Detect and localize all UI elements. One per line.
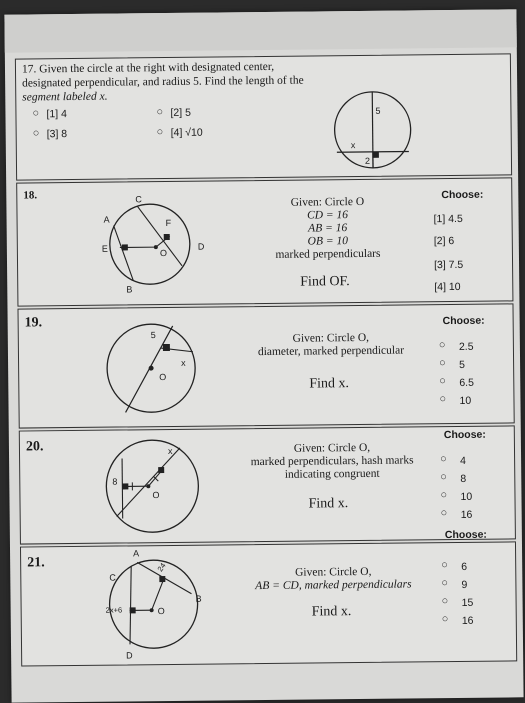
q20-radio-2[interactable]: ○ bbox=[440, 471, 447, 483]
q20-option-1: 4 bbox=[460, 455, 466, 467]
q17-label-2: 2 bbox=[365, 156, 370, 166]
q18-given-line-3: OB = 10 bbox=[268, 235, 388, 249]
worksheet-page bbox=[4, 9, 523, 702]
q18-option-2[interactable]: [2] 6 bbox=[434, 235, 455, 247]
q21-given-line-1: Given: Circle O, bbox=[243, 565, 423, 580]
q17-line1 bbox=[22, 61, 274, 77]
q20-given-line-2: marked perpendiculars, hash marks bbox=[242, 454, 422, 469]
q20-find: Find x. bbox=[308, 496, 348, 512]
q21-given-line-2: AB = CD, marked perpendiculars bbox=[243, 578, 423, 593]
q21-option-2: 9 bbox=[461, 579, 467, 591]
q21-label-A: A bbox=[133, 548, 139, 558]
q18-label-B: B bbox=[126, 284, 132, 294]
q21-label-B: B bbox=[195, 594, 201, 604]
q21-radio-4[interactable]: ○ bbox=[442, 613, 449, 625]
q17-radio-1[interactable]: ○ bbox=[32, 107, 39, 119]
q18-find: Find OF. bbox=[300, 274, 350, 291]
q19-option-3: 6.5 bbox=[459, 377, 474, 389]
q19-given-line-2: diameter, marked perpendicular bbox=[251, 344, 411, 359]
q18-label-F: F bbox=[166, 218, 172, 228]
q17-label-5: 5 bbox=[375, 106, 380, 116]
q18-circle-figure bbox=[99, 192, 210, 303]
q18-option-4[interactable]: [4] 10 bbox=[434, 281, 460, 293]
q17-prompt-2: designated perpendicular, and radius 5. Find the length of the bbox=[22, 75, 304, 91]
q17-option-2: [2] 5 bbox=[170, 107, 191, 119]
q18-given-title: Given: Circle O bbox=[267, 196, 387, 210]
question-19-box bbox=[17, 303, 514, 428]
q21-given bbox=[243, 565, 423, 593]
q17-prompt-1: Given the circle at the right with designated center, bbox=[39, 61, 274, 75]
q21-label-expr: 2x+6 bbox=[106, 605, 123, 614]
q21-number: 21. bbox=[27, 555, 45, 571]
q19-radio-4[interactable]: ○ bbox=[439, 393, 446, 405]
q19-find: Find x. bbox=[309, 376, 349, 392]
q17-radio-3[interactable]: ○ bbox=[33, 127, 40, 139]
q21-label-24: 24 bbox=[155, 561, 167, 573]
q20-option-3: 10 bbox=[460, 491, 472, 503]
q21-option-1: 6 bbox=[461, 561, 467, 573]
q18-label-E: E bbox=[102, 244, 108, 254]
q19-radio-1[interactable]: ○ bbox=[439, 339, 446, 351]
q18-given-line-1: CD = 16 bbox=[267, 209, 387, 223]
q19-radio-3[interactable]: ○ bbox=[439, 375, 446, 387]
q19-given-line-1: Given: Circle O, bbox=[251, 331, 411, 346]
q19-label-O: O bbox=[159, 372, 166, 382]
q18-given bbox=[267, 196, 388, 262]
q20-label-O: O bbox=[152, 490, 159, 500]
q21-label-C: C bbox=[109, 573, 116, 583]
q17-label-x: x bbox=[351, 140, 356, 150]
q21-option-4: 16 bbox=[462, 615, 474, 627]
q20-radio-1[interactable]: ○ bbox=[440, 453, 447, 465]
q20-given bbox=[242, 441, 422, 482]
q19-number: 19. bbox=[25, 315, 43, 331]
q21-option-3: 15 bbox=[462, 597, 474, 609]
q21-radio-3[interactable]: ○ bbox=[442, 595, 449, 607]
q17-option-4: [4] √10 bbox=[171, 127, 203, 139]
q17-option-1: [1] 4 bbox=[46, 108, 67, 120]
q18-label-D: D bbox=[198, 242, 205, 252]
q18-choose-label: Choose: bbox=[441, 189, 483, 201]
q21-radio-1[interactable]: ○ bbox=[441, 559, 448, 571]
q17-prompt-3: segment labeled x. bbox=[22, 91, 107, 105]
q20-choose-label: Choose: bbox=[444, 429, 486, 441]
q18-label-A: A bbox=[104, 215, 110, 225]
q19-circle-figure bbox=[101, 316, 212, 427]
q18-number: 18. bbox=[23, 189, 37, 201]
page-top-margin bbox=[4, 9, 516, 52]
q20-given-line-1: Given: Circle O, bbox=[242, 441, 422, 456]
q19-option-2: 5 bbox=[459, 359, 465, 371]
q20-radio-3[interactable]: ○ bbox=[440, 489, 447, 501]
q17-radio-2[interactable]: ○ bbox=[156, 106, 163, 118]
q20-given-line-3: indicating congruent bbox=[242, 467, 422, 482]
q18-given-footer: marked perpendiculars bbox=[268, 248, 388, 262]
q17-radio-4[interactable]: ○ bbox=[157, 126, 164, 138]
q20-label-8: 8 bbox=[112, 477, 117, 487]
question-20-box bbox=[19, 425, 516, 544]
question-21-box bbox=[20, 541, 517, 666]
q18-label-C: C bbox=[135, 194, 142, 204]
question-17-box bbox=[15, 53, 512, 180]
q19-label-5: 5 bbox=[151, 330, 156, 340]
q17-number: 17. bbox=[22, 63, 36, 75]
q19-choose-label: Choose: bbox=[443, 315, 485, 327]
q20-radio-4[interactable]: ○ bbox=[441, 507, 448, 519]
q21-circle-figure bbox=[101, 552, 212, 667]
q19-radio-2[interactable]: ○ bbox=[439, 357, 446, 369]
q19-option-1: 2.5 bbox=[459, 341, 474, 353]
q18-given-line-2: AB = 16 bbox=[268, 222, 388, 236]
q18-option-3[interactable]: [3] 7.5 bbox=[434, 259, 463, 271]
q18-label-O: O bbox=[160, 248, 167, 258]
question-18-box bbox=[16, 177, 513, 306]
q19-given bbox=[251, 331, 411, 359]
q20-circle-figure bbox=[100, 434, 211, 539]
q20-option-2: 8 bbox=[460, 473, 466, 485]
q21-find: Find x. bbox=[312, 604, 352, 620]
q21-label-O: O bbox=[158, 606, 165, 616]
q20-label-x: x bbox=[168, 446, 173, 456]
q20-option-4: 16 bbox=[461, 509, 473, 521]
q21-label-D: D bbox=[126, 650, 133, 660]
q19-label-x: x bbox=[181, 358, 186, 368]
q19-option-4: 10 bbox=[459, 395, 471, 407]
q18-option-1[interactable]: [1] 4.5 bbox=[434, 213, 463, 225]
q21-radio-2[interactable]: ○ bbox=[441, 577, 448, 589]
q17-option-3: [3] 8 bbox=[47, 128, 68, 140]
q17-circle-figure bbox=[332, 83, 413, 184]
q20-number: 20. bbox=[26, 439, 44, 455]
q21-choose-label: Choose: bbox=[445, 529, 487, 541]
